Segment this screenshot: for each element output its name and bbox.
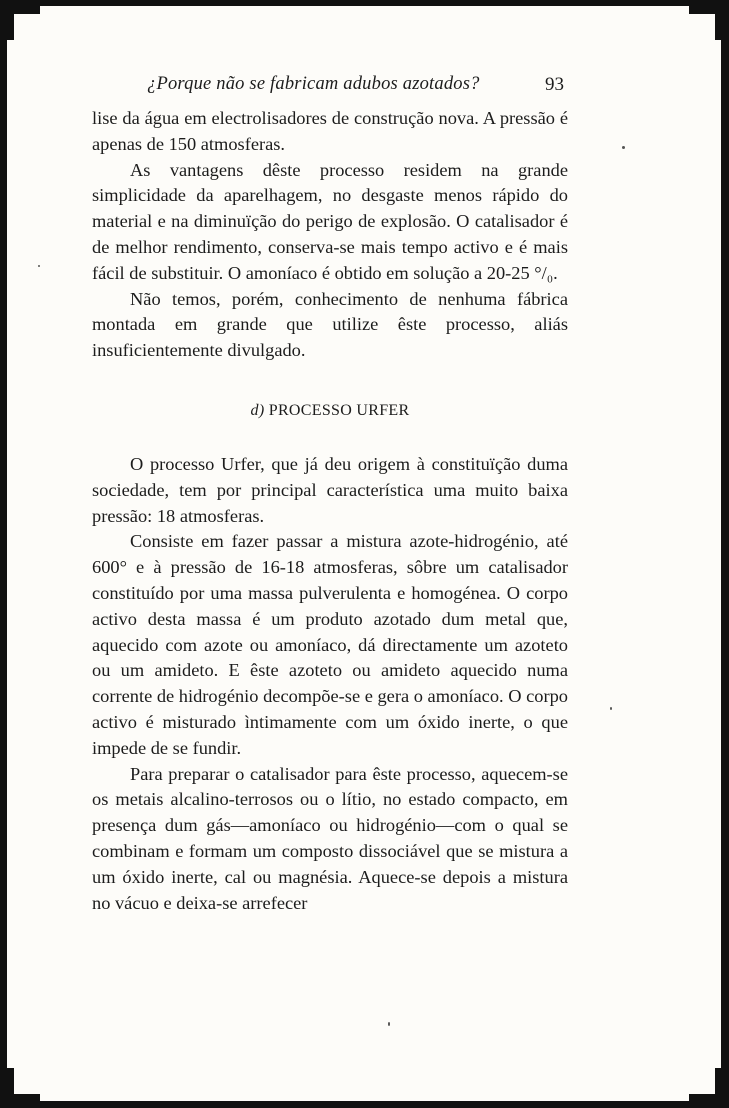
running-head xyxy=(92,72,568,106)
corner-mark-top-right-vertical xyxy=(715,0,729,40)
paper-speck xyxy=(610,707,612,710)
paragraph: Não temos, porém, conhecimento de nenhuma fábrica montada em grande que utilize êste processo, aliás insuficientemente divulgado. xyxy=(92,288,568,361)
running-title: ¿Porque não se fabricam adubos azotados? xyxy=(147,74,480,94)
paragraph: As vantagens dêste processo residem na grande simplicidade da aparelhagem, no desgaste menos rápido do material e na diminuïção do perigo de explosão. O catalisador é de melhor rendimento, conserva-se mais tempo activo e é mais fácil de substituir. O amoníaco é obtido em solução a 20-25 °/₀. xyxy=(92,159,568,283)
paragraph: Para preparar o catalisador para êste processo, aquecem-se os metais alcalino-terrosos ou o lítio, no estado compacto, em presença dum gás—amoníaco ou hidrogénio—com o qual se combinam e formam um composto dissociável que se mistura a um óxido inerte, cal ou magnésia. Aquece-se depois a mistura no vácuo e deixa-se arrefecer xyxy=(92,763,568,913)
corner-mark-bottom-left-vertical xyxy=(0,1068,14,1108)
paper-speck xyxy=(38,265,40,267)
book-page xyxy=(92,72,568,916)
page-number: 93 xyxy=(545,74,564,95)
body-text-before xyxy=(92,106,568,364)
section-label: d) xyxy=(250,401,265,419)
corner-mark-bottom-right-vertical xyxy=(715,1068,729,1108)
corner-mark-top-left-vertical xyxy=(0,0,14,40)
paper-speck xyxy=(388,1022,390,1026)
paragraph: O processo Urfer, que já deu origem à constituïção duma sociedade, tem por principal característica uma muito baixa pressão: 18 atmosferas. xyxy=(92,453,568,526)
paragraph: Consiste em fazer passar a mistura azote-hidrogénio, até 600° e à pressão de 16-18 atmosferas, sôbre um catalisador constituído por uma massa pulverulenta e homogénea. O corpo activo desta massa é um produto azotado dum metal que, aquecido com azote ou amoníaco, dá directamente um azoteto ou um amideto. E êste azoteto ou amideto aquecido numa corrente de hidrogénio decompõe-se e gera o amoníaco. O corpo activo é misturado ìntimamente com um óxido inerte, o que impede de se fundir. xyxy=(92,531,568,758)
body-text-after xyxy=(92,452,568,916)
paper-speck xyxy=(622,146,625,149)
paragraph: lise da água em electrolisadores de construção nova. A pressão é apenas de 150 atmosferas. xyxy=(92,108,568,154)
section-heading xyxy=(92,402,568,420)
section-title: PROCESSO URFER xyxy=(268,401,410,419)
